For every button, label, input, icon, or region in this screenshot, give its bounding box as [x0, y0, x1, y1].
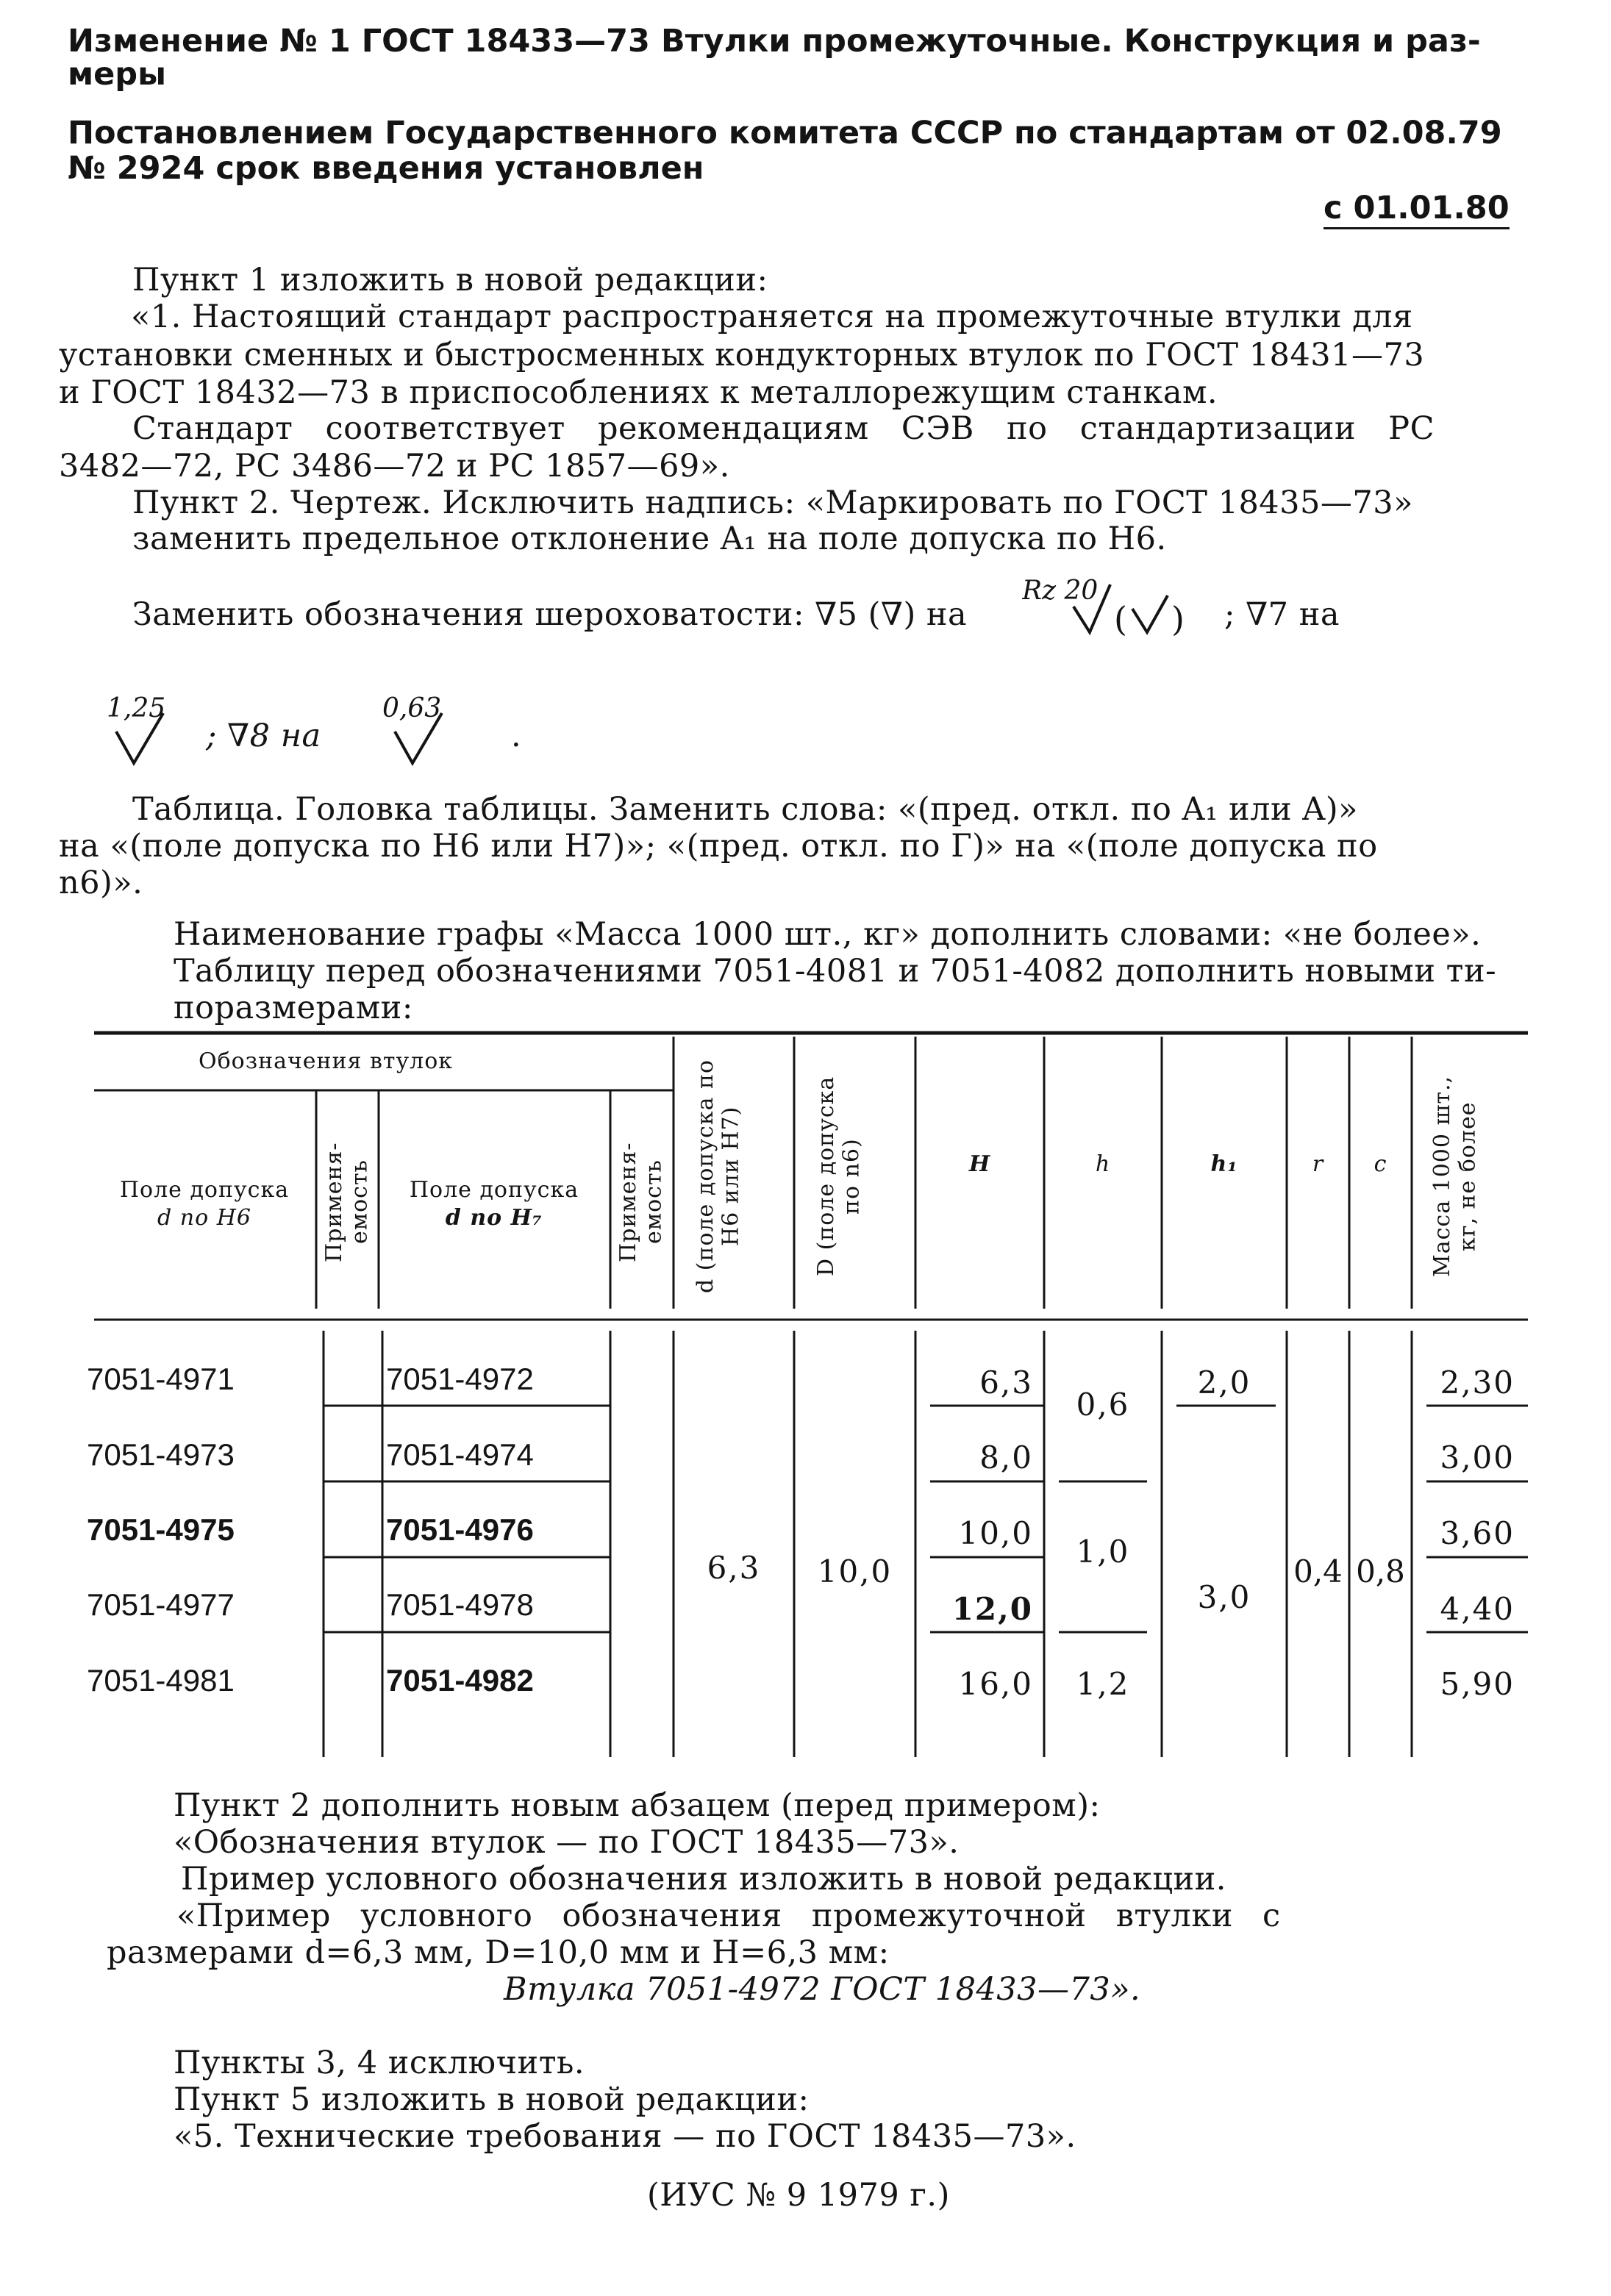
- roughness-dot: .: [511, 718, 522, 754]
- after-2: «Обозначения втулок — по ГОСТ 18435—73».: [174, 1824, 960, 1861]
- para-5c: n6)».: [59, 865, 143, 901]
- effective-date: с 01.01.80: [1324, 193, 1510, 229]
- col-header-applicability-1: [318, 1099, 378, 1305]
- para-1: Пункт 1 изложить в новой редакции:: [132, 262, 768, 298]
- col-header-c: c: [1374, 1151, 1387, 1177]
- para-4a: Пункт 2. Чертеж. Исключить надпись: «Маркировать по ГОСТ 18435—73»: [132, 484, 1413, 521]
- row1-H: 6,3: [979, 1365, 1033, 1401]
- row2-code-h7: 7051-4974: [386, 1437, 534, 1472]
- row5-code-h6: 7051-4981: [87, 1663, 235, 1698]
- roughness-mid: ; ∇7 на: [1224, 596, 1340, 633]
- row5-code-h7: 7051-4982: [386, 1663, 534, 1698]
- col-header-d-text: d (поле допуска по H6 или H7): [693, 1059, 744, 1294]
- cell-h-0-6: 0,6: [1076, 1387, 1130, 1423]
- after-9: «5. Технические требования — по ГОСТ 18435—73».: [174, 2118, 1076, 2155]
- footer-ius: (ИУС № 9 1979 г.): [647, 2177, 950, 2214]
- para-3b: 3482—72, РС 3486—72 и РС 1857—69».: [59, 448, 730, 484]
- para-2c: и ГОСТ 18432—73 в приспособлениях к металлорежущим станкам.: [59, 374, 1218, 411]
- para-4b: заменить предельное отклонение A₁ на поле допуска по H6.: [132, 521, 1167, 557]
- row4-code-h6: 7051-4977: [87, 1587, 235, 1622]
- row2-H: 8,0: [979, 1440, 1033, 1476]
- para-7a: Таблицу перед обозначениями 7051-4081 и 7051-4082 дополнить новыми ти-: [174, 953, 1497, 990]
- row1-code-h7: 7051-4972: [386, 1362, 534, 1396]
- row2-mass: 3,00: [1440, 1440, 1515, 1476]
- col-header-D: [796, 1044, 913, 1309]
- amendment-title-cont: меры: [68, 56, 166, 93]
- after-6: Втулка 7051-4972 ГОСТ 18433—73».: [504, 1971, 1141, 2008]
- cell-h-1-0: 1,0: [1076, 1534, 1130, 1570]
- roughness-intro: Заменить обозначения шероховатости: ∇5 (∇) на: [132, 596, 968, 633]
- after-1: Пункт 2 дополнить новым абзацем (перед примером):: [174, 1787, 1101, 1824]
- col-header-tolerance-h7-line1: Поле допуска: [409, 1177, 579, 1203]
- roughness-125-label: 1,25: [107, 693, 166, 723]
- col-header-tolerance-h6: [94, 1176, 315, 1231]
- col-header-r: r: [1312, 1151, 1324, 1177]
- col-header-D-text: D (поле допуска по n6): [813, 1076, 865, 1277]
- row5-mass: 5,90: [1440, 1666, 1515, 1702]
- cell-h1-3-0: 3,0: [1197, 1579, 1251, 1615]
- col-header-applicability-1-text: Применя- емость: [321, 1142, 373, 1262]
- row2-code-h6: 7051-4973: [87, 1437, 235, 1472]
- cell-D-value: 10,0: [817, 1553, 893, 1589]
- col-header-H: H: [968, 1151, 991, 1177]
- row5-H: 16,0: [958, 1666, 1033, 1702]
- col-header-applicability-2: [612, 1099, 672, 1305]
- col-header-applicability-2-text: Применя- емость: [615, 1142, 667, 1262]
- after-8: Пункт 5 изложить в новой редакции:: [174, 2081, 810, 2118]
- row3-H: 10,0: [958, 1515, 1033, 1551]
- cell-h-1-2: 1,2: [1076, 1666, 1130, 1702]
- para-3a: Стандарт соответствует рекомендациям СЭВ по стандартизации РС: [132, 410, 1435, 447]
- cell-h1-2-0: 2,0: [1197, 1365, 1251, 1401]
- row4-H: 12,0: [951, 1591, 1033, 1627]
- table-group-header: Обозначения втулок: [199, 1048, 454, 1074]
- col-header-h1: h₁: [1210, 1151, 1238, 1177]
- col-header-mass-text: Масса 1000 шт., кг, не более: [1429, 1075, 1481, 1278]
- col-header-mass: [1413, 1044, 1528, 1309]
- cell-c-value: 0,8: [1356, 1553, 1405, 1589]
- cell-d-value: 6,3: [707, 1550, 761, 1586]
- col-header-tolerance-h6-line2: d по H6: [157, 1204, 251, 1231]
- svg-text:): ): [1171, 599, 1185, 639]
- row3-mass: 3,60: [1440, 1515, 1515, 1551]
- para-5b: на «(поле допуска по H6 или H7)»; «(пред. откл. по Г)» на «(поле допуска по: [59, 828, 1378, 865]
- para-7b: поразмерами:: [174, 990, 413, 1026]
- roughness-125-symbol: [103, 691, 191, 772]
- roughness-063-label: 0,63: [382, 693, 442, 723]
- cell-r-value: 0,4: [1293, 1553, 1343, 1589]
- para-6: Наименование графы «Масса 1000 шт., кг» дополнить словами: «не более».: [174, 916, 1482, 953]
- col-header-tolerance-h6-line1: Поле допуска: [119, 1177, 290, 1203]
- col-header-tolerance-h7-line2: d по H₇: [445, 1204, 543, 1231]
- para-2a: «1. Настоящий стандарт распространяется на промежуточные втулки для: [131, 298, 1413, 335]
- row4-mass: 4,40: [1440, 1591, 1515, 1627]
- col-header-h: h: [1095, 1151, 1111, 1177]
- row1-mass: 2,30: [1440, 1365, 1515, 1401]
- row4-code-h7: 7051-4978: [386, 1587, 534, 1622]
- roughness-rz20-symbol: [1022, 566, 1199, 647]
- col-header-d: [675, 1044, 793, 1309]
- roughness-rz-label: Rz 20: [1022, 576, 1099, 606]
- after-3: Пример условного обозначения изложить в новой редакции.: [181, 1861, 1226, 1898]
- para-2b: установки сменных и быстросменных кондукторных втулок по ГОСТ 18431—73: [59, 337, 1425, 373]
- after-4: «Пример условного обозначения промежуточной втулки с: [176, 1898, 1281, 1934]
- col-header-tolerance-h7: [380, 1176, 608, 1231]
- decree-text-cont: № 2924 срок введения установлен: [68, 150, 704, 187]
- after-5: размерами d=6,3 мм, D=10,0 мм и H=6,3 мм:: [107, 1934, 890, 1971]
- roughness-063-symbol: [379, 691, 467, 772]
- decree-text: Постановлением Государственного комитета СССР по стандартам от 02.08.79: [68, 115, 1502, 151]
- svg-text:(: (: [1114, 599, 1127, 639]
- roughness-tail: ; ∇8 на: [206, 718, 321, 754]
- after-7: Пункты 3, 4 исключить.: [174, 2045, 585, 2081]
- row3-code-h6: 7051-4975: [87, 1512, 235, 1547]
- row1-code-h6: 7051-4971: [87, 1362, 235, 1396]
- row3-code-h7: 7051-4976: [386, 1512, 534, 1547]
- para-5a: Таблица. Головка таблицы. Заменить слова: «(пред. откл. по A₁ или A)»: [132, 791, 1358, 828]
- amendment-title: Изменение № 1 ГОСТ 18433—73 Втулки промежуточные. Конструкция и раз-: [68, 23, 1481, 60]
